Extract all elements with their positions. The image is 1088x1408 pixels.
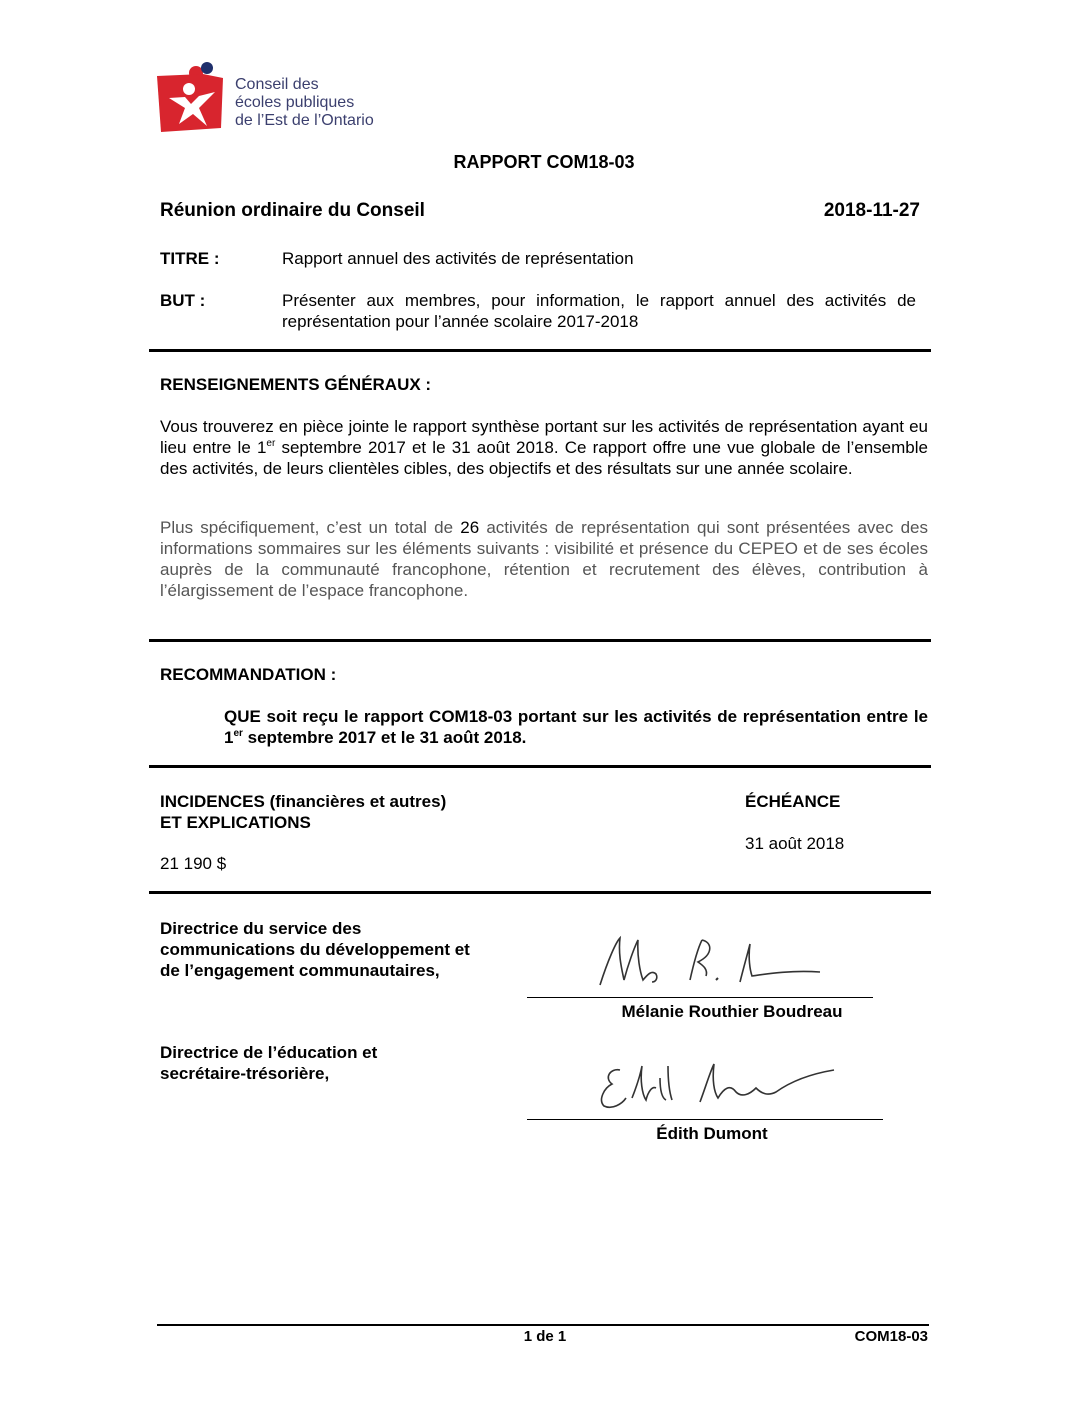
- divider-4: [149, 891, 931, 894]
- signatory-2-title-line-1: Directrice de l’éducation et: [160, 1043, 378, 1062]
- signatory-1-title: [160, 918, 470, 981]
- signatory-1-title-line-3: de l’engagement communautaires,: [160, 961, 440, 980]
- signatory-2-name: Édith Dumont: [656, 1124, 768, 1143]
- incidences-heading: [160, 791, 446, 833]
- signature-1-image: [590, 930, 830, 992]
- logo-text: [235, 76, 374, 130]
- recommandation-end: septembre 2017 et le 31 août 2018.: [242, 728, 527, 747]
- logo-line-2: écoles publiques: [235, 94, 355, 111]
- incidences-line-2: ET EXPLICATIONS: [160, 813, 311, 832]
- signatory-2-title-line-2: secrétaire-trésorière,: [160, 1064, 330, 1083]
- recommandation-sup: er: [233, 728, 243, 739]
- general-p1-end: septembre 2017 et le 31 août 2018. Ce rapport offre une vue globale de l’ensemble des activités, de leurs clientèles cibles, des objectifs et des résultats sur une année scolaire.: [160, 438, 928, 478]
- report-title: RAPPORT COM18-03: [453, 152, 635, 172]
- titre-value: Rapport annuel des activités de représentation: [282, 249, 634, 268]
- footer-ref: COM18-03: [854, 1328, 928, 1345]
- general-p1-start: Vous trouverez en pièce jointe le rapport synthèse portant sur les activités de représentation ayant eu lieu entre le 1: [160, 417, 928, 457]
- signatory-1-title-line-1: Directrice du service des: [160, 919, 362, 938]
- titre-label: TITRE :: [160, 249, 220, 268]
- meeting-label: Réunion ordinaire du Conseil: [160, 200, 425, 221]
- general-p1-sup: er: [266, 438, 276, 449]
- meeting-date: 2018-11-27: [823, 200, 920, 221]
- general-p2-end: activités de représentation qui sont présentées avec des informations sommaires sur les éléments suivants : visibilité et présence du CEPEO et de ses écoles auprès de la communauté francophone, rétention et recrutement des élèves, contribution à l’élargissement de l’espace francophone.: [160, 518, 928, 600]
- but-label: BUT :: [160, 291, 206, 310]
- logo-line-3: de l’Est de l’Ontario: [235, 112, 374, 129]
- activity-count: 26: [460, 518, 480, 537]
- echeance-label: ÉCHÉANCE: [745, 792, 841, 811]
- divider-1: [149, 349, 931, 352]
- divider-2: [149, 639, 931, 642]
- recommandation-start: QUE soit reçu le rapport COM18-03 portant sur les activités de représentation entre le 1: [224, 707, 928, 747]
- general-paragraph-1: [160, 416, 928, 479]
- echeance-value: 31 août 2018: [745, 834, 845, 853]
- signature-2-line: [527, 1119, 883, 1120]
- logo-line-1: Conseil des: [235, 76, 319, 93]
- general-heading: RENSEIGNEMENTS GÉNÉRAUX :: [160, 375, 432, 394]
- signatory-2-title: [160, 1042, 377, 1084]
- divider-3: [149, 765, 931, 768]
- cepeo-star-icon: [155, 62, 227, 134]
- footer-page: 1 de 1: [523, 1328, 567, 1345]
- but-value: Présenter aux membres, pour information, le rapport annuel des activités de représentation pour l’année scolaire 2017-2018: [282, 291, 916, 331]
- general-paragraph-2: [160, 517, 928, 601]
- recommandation-text: [224, 706, 928, 748]
- cepeo-logo: [155, 62, 395, 134]
- incidences-amount: 21 190 $: [160, 854, 227, 873]
- signatory-1-title-line-2: communications du développement et: [160, 940, 470, 959]
- signatory-1-name: Mélanie Routhier Boudreau: [621, 1002, 843, 1021]
- incidences-line-1: INCIDENCES (financières et autres): [160, 792, 447, 811]
- general-p2-start: Plus spécifiquement, c’est un total de: [160, 518, 461, 537]
- recommandation-heading: RECOMMANDATION :: [160, 665, 337, 684]
- signature-1-line: [527, 997, 873, 998]
- signature-2-image: [590, 1058, 850, 1118]
- footer-line: [157, 1324, 929, 1326]
